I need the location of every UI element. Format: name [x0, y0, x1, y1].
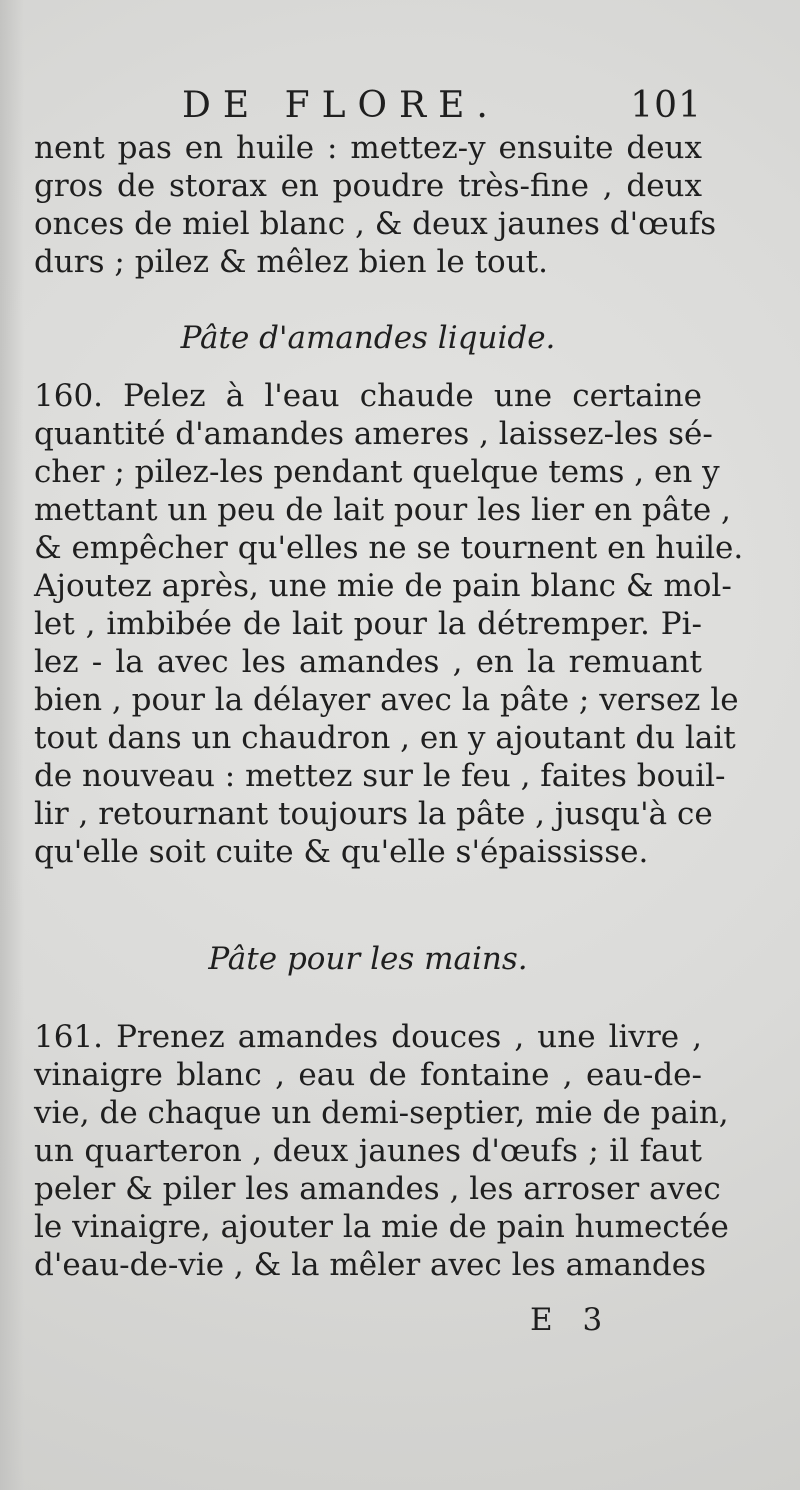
- text-line: let , imbibée de lait pour la détremper. Pi-: [34, 606, 702, 642]
- text-line: & empêcher qu'elles ne se tournent en huile.: [34, 530, 744, 566]
- text-line: gros de storax en poudre très-fine , deux: [34, 168, 702, 204]
- text-line: tout dans un chaudron , en y ajoutant du lait: [34, 720, 736, 756]
- text-line: onces de miel blanc , & deux jaunes d'œufs: [34, 206, 717, 242]
- paragraph-161: [34, 1018, 729, 1284]
- text-line: qu'elle soit cuite & qu'elle s'épaississe.: [34, 834, 649, 870]
- text-line: de nouveau : mettez sur le feu , faites bouil-: [34, 758, 726, 794]
- text-line: vie, de chaque un demi-septier, mie de pain,: [34, 1095, 729, 1131]
- text-line: un quarteron , deux jaunes d'œufs ; il faut: [34, 1133, 702, 1169]
- text-line: 161. Prenez amandes douces , une livre ,: [34, 1019, 702, 1055]
- running-head: [182, 84, 702, 128]
- text-line: peler & piler les amandes , les arroser avec: [34, 1171, 721, 1207]
- text-line: vinaigre blanc , eau de fontaine , eau-de-: [34, 1057, 702, 1093]
- text-line: cher ; pilez-les pendant quelque tems , en y: [34, 454, 720, 490]
- text-line: lir , retournant toujours la pâte , jusqu'à ce: [34, 796, 713, 832]
- text-line: lez - la avec les amandes , en la remuant: [34, 644, 702, 680]
- text-line: durs ; pilez & mêlez bien le tout.: [34, 244, 548, 280]
- text-line: bien , pour la délayer avec la pâte ; versez le: [34, 682, 739, 718]
- paragraph-160: [34, 377, 744, 871]
- page-number: 101: [630, 85, 702, 126]
- signature-mark: E 3: [530, 1302, 613, 1338]
- text-line: mettant un peu de lait pour les lier en pâte ,: [34, 492, 731, 528]
- paragraph-continuation: [34, 129, 717, 281]
- running-title: DE FLORE.: [182, 85, 500, 126]
- text-line: nent pas en huile : mettez-y ensuite deux: [34, 130, 702, 166]
- text-line: le vinaigre, ajouter la mie de pain humectée: [34, 1209, 729, 1245]
- text-line: quantité d'amandes ameres , laissez-les sé-: [34, 416, 713, 452]
- page-edge-shadow: [0, 0, 24, 1490]
- section-heading-pate-mains: Pâte pour les mains.: [208, 941, 528, 977]
- text-line: Ajoutez après, une mie de pain blanc & mol-: [34, 568, 732, 604]
- text-line: 160. Pelez à l'eau chaude une certaine: [34, 378, 702, 414]
- text-line: d'eau-de-vie , & la mêler avec les amandes: [34, 1247, 707, 1283]
- section-heading-pate-amandes: Pâte d'amandes liquide.: [180, 320, 556, 356]
